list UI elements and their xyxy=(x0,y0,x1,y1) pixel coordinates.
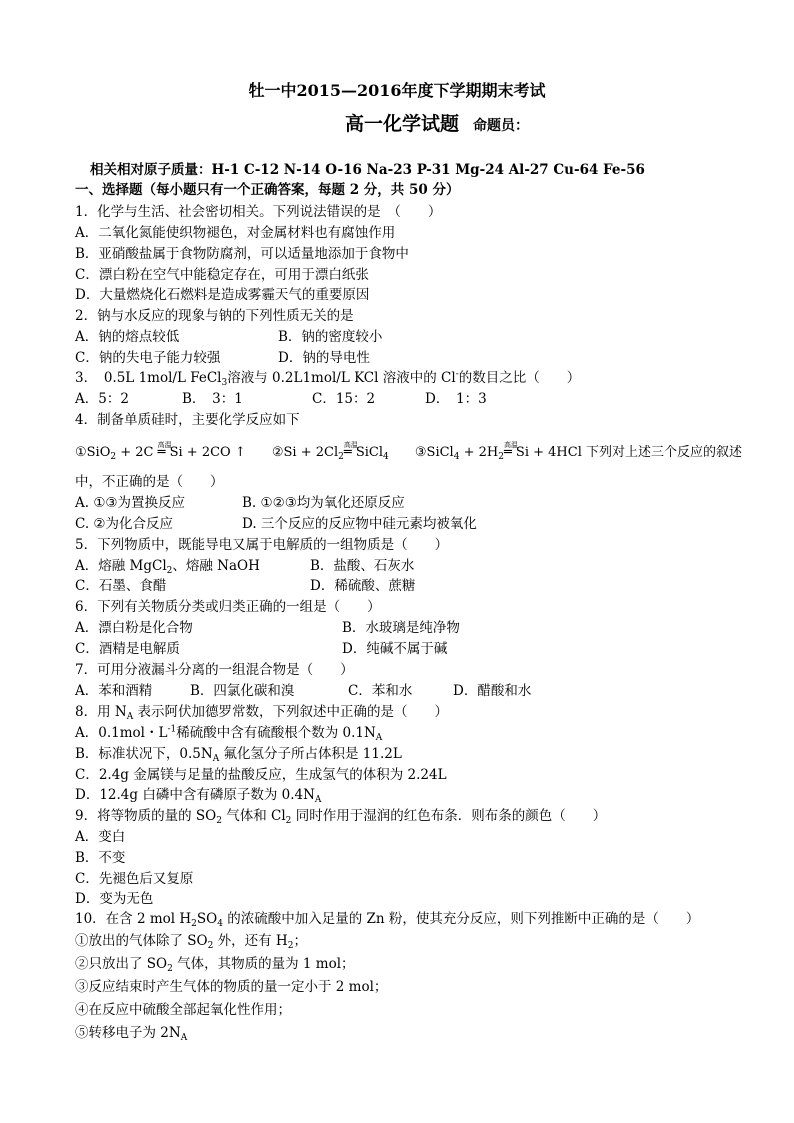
q5-option-d: D．稀硫酸、蔗糖 xyxy=(310,578,416,594)
r1-sub: 2 xyxy=(110,452,117,462)
q2-option-c: C．钠的失电子能力较强 xyxy=(75,350,221,366)
q9-option-b: B．不变 xyxy=(75,850,126,866)
q8-b-1: B．标准状况下，0.5N xyxy=(75,746,213,762)
q1-stem: 1．化学与生活、社会密切相关。下列说法错误的是 （ ） xyxy=(75,204,442,220)
q6-option-a: A．漂白粉是化合物 xyxy=(75,620,193,636)
q9-sub-b: 2 xyxy=(285,816,292,826)
q5-option-b: B．盐酸、石灰水 xyxy=(310,558,415,574)
q10-item-1 xyxy=(75,932,307,950)
exam-subtitle xyxy=(40,109,794,136)
atomic-masses: 相关相对原子质量：H-1 C-12 N-14 O-16 Na-23 P-31 Mg-24 Al-27 Cu-64 Fe-56 xyxy=(90,162,645,178)
q10-item-5 xyxy=(75,1024,187,1042)
q10-stem xyxy=(75,910,699,928)
q6-row1 xyxy=(75,619,575,637)
q8-a-sup: -1 xyxy=(167,724,177,735)
q4-reactions xyxy=(75,441,742,462)
q4-option-c: C. ②为化合反应 xyxy=(75,516,174,532)
setter-label: 命题员： xyxy=(473,118,529,134)
q3-option-b: B． 3：1 xyxy=(182,391,243,407)
q4-eq1: 高温 ═ xyxy=(158,444,166,462)
r3-a: ③SiCl xyxy=(414,445,454,460)
q4-option-b: B. ①②③均为氧化还原反应 xyxy=(242,495,405,511)
section-header: 一、选择题（每小题只有一个正确答案，每题 2 分，共 50 分） xyxy=(75,182,460,198)
q9-sub-a: 2 xyxy=(216,816,222,826)
q9-option-d: D．变为无色 xyxy=(75,891,154,907)
q10-i2-b: 气体，其物质的量为 1 mol； xyxy=(172,956,355,972)
q8-a-1: A．0.1mol・L xyxy=(75,725,168,741)
q6-stem: 6．下列有关物质分类或归类正确的一组是（ ） xyxy=(75,599,381,615)
q2-option-b: B．钠的密度较小 xyxy=(278,329,383,345)
r3-c: Si + 4HCl xyxy=(511,445,582,460)
q7-option-b: B．四氯化碳和溴 xyxy=(190,683,295,699)
r3-sub2: 2 xyxy=(498,452,504,462)
q5-row1 xyxy=(75,557,575,575)
q9-stem xyxy=(75,807,606,825)
r1-a: ①SiO xyxy=(75,445,111,460)
q6-option-b: B．水玻璃是纯净物 xyxy=(342,620,460,636)
q10-i1-b: 外，还有 H xyxy=(213,933,288,949)
q6-option-c: C．酒精是电解质 xyxy=(75,641,180,657)
q8-d-sub: A xyxy=(314,795,322,805)
q8-option-d xyxy=(75,786,321,804)
r3-sub4: 4 xyxy=(453,452,460,462)
q3-sup: - xyxy=(455,369,459,380)
q4-cond1: 高温 xyxy=(157,441,172,449)
q7-option-d: D．醋酸和水 xyxy=(453,683,532,699)
q10-item-4: ④在反应中硫酸全部起氧化性作用； xyxy=(75,1002,291,1018)
q5-row2 xyxy=(75,577,575,595)
q3-option-d: D． 1：3 xyxy=(425,391,487,407)
q10-i1-c: ； xyxy=(293,933,307,949)
q1-option-a: A．二氧化氮能使织物褪色，对金属材料也有腐蚀作用 xyxy=(75,225,396,241)
q2-option-a: A．钠的熔点较低 xyxy=(75,329,180,345)
q7-options xyxy=(75,682,595,700)
q10-stem-c: 的浓硫酸中加入足量的 Zn 粉，使其充分反应，则下列推断中正确的是（ ） xyxy=(222,911,700,927)
q3-stem-c: 的数目之比（ ） xyxy=(458,370,581,386)
q8-stem-b: 表示阿伏加德罗常数，下列叙述中正确的是（ ） xyxy=(133,704,448,720)
r2-sub4: 4 xyxy=(383,452,389,462)
r2-sub: 2 xyxy=(338,452,344,462)
q4-cond3: 高温 xyxy=(503,441,518,449)
q2-stem: 2．钠与水反应的现象与钠的下列性质无关的是 xyxy=(75,308,354,324)
q8-option-a xyxy=(75,724,382,742)
q10-sub2: 2 xyxy=(191,919,197,929)
q4-eq2: 高温 ═ xyxy=(344,444,352,462)
q8-a-sub: A xyxy=(375,733,383,743)
q9-stem-c: 同时作用于湿润的红色布条．则布条的颜色（ ） xyxy=(291,808,607,824)
q4-reaction-1 xyxy=(75,441,246,462)
q3-stem xyxy=(75,369,580,387)
q4-row1 xyxy=(75,494,575,512)
q2-option-d: D．钠的导电性 xyxy=(278,350,370,366)
q10-item-2 xyxy=(75,955,355,973)
q7-option-a: A．苯和酒精 xyxy=(75,683,153,699)
q4-row2 xyxy=(75,515,575,533)
q8-option-b xyxy=(75,745,402,763)
q4-stem-cont: 中，不正确的是（ ） xyxy=(75,474,224,490)
q3-sub: 3 xyxy=(221,378,228,388)
q8-stem xyxy=(75,703,448,721)
q5-a-sub: 2 xyxy=(166,566,173,576)
q3-stem-b: 溶液与 0.2L1mol/L KCl 溶液中的 Cl xyxy=(227,370,456,386)
q1-option-c: C．漂白粉在空气中能稳定存在，可用于漂白纸张 xyxy=(75,267,369,283)
exam-title: 牡一中2015—2016年度下学期期末考试 xyxy=(248,81,546,100)
q10-sub4: 4 xyxy=(217,919,223,929)
q5-a-1: A．熔融 MgCl xyxy=(75,558,167,574)
q3-stem-a: 3． 0.5L 1mol/L FeCl xyxy=(75,370,222,386)
q10-stem-b: SO xyxy=(196,911,218,927)
q10-i1-sub-a: 2 xyxy=(207,941,214,951)
q8-d-1: D．12.4g 白磷中含有磷原子数为 0.4N xyxy=(75,787,315,803)
q10-i1-a: ①放出的气体除了 SO xyxy=(75,933,208,949)
q9-option-c: C．先褪色后又复原 xyxy=(75,871,194,887)
q4-tail: 下列对上述三个反应的叙述 xyxy=(581,445,742,460)
q4-reaction-3 xyxy=(414,441,742,462)
subject-title: 高一化学试题 xyxy=(344,113,459,135)
q1-option-d: D．大量燃烧化石燃料是造成雾霾天气的重要原因 xyxy=(75,287,370,303)
q8-stem-a: 8．用 N xyxy=(75,704,127,720)
q6-row2 xyxy=(75,640,575,658)
r3-b: + 2H xyxy=(459,445,499,460)
q4-stem: 4．制备单质硅时，主要化学反应如下 xyxy=(75,412,300,428)
q10-i2-sub: 2 xyxy=(167,964,173,974)
q10-i5-sub: A xyxy=(180,1033,188,1043)
q10-i2-a: ②只放出了 SO xyxy=(75,956,168,972)
q9-stem-a: 9．将等物质的量的 SO xyxy=(75,808,217,824)
q5-option-a xyxy=(75,558,260,574)
q3-option-a: A．5：2 xyxy=(75,391,129,407)
q7-stem: 7．可用分液漏斗分离的一组混合物是（ ） xyxy=(75,662,354,678)
q2-row2 xyxy=(75,349,475,367)
q5-option-c: C．石墨、食醋 xyxy=(75,578,167,594)
r1-b: + 2C xyxy=(116,445,158,460)
q2-row1 xyxy=(75,328,475,346)
q8-a-2: 稀硫酸中含有硫酸根个数为 0.1N xyxy=(176,725,376,741)
q4-option-a: A. ①③为置换反应 xyxy=(75,495,186,511)
q7-option-c: C．苯和水 xyxy=(348,683,413,699)
q8-b-sub: A xyxy=(212,754,220,764)
q6-option-d: D．纯碱不属于碱 xyxy=(342,641,448,657)
q4-cond2: 高温 xyxy=(343,441,358,449)
q5-a-2: 、熔融 NaOH xyxy=(172,558,260,574)
r1-c: Si + 2CO ↑ xyxy=(165,445,246,460)
q9-stem-b: 气体和 Cl xyxy=(221,808,286,824)
q3-option-c: C．15：2 xyxy=(312,391,376,407)
q10-item-3: ③反应结束时产生气体的物质的量一定小于 2 mol； xyxy=(75,979,388,995)
q4-reaction-2 xyxy=(271,441,389,462)
q4-eq3: 高温 ═ xyxy=(504,444,512,462)
r2-a: ②Si + 2Cl xyxy=(271,445,339,460)
r2-c: SiCl xyxy=(351,445,384,460)
q10-i5-a: ⑤转移电子为 2N xyxy=(75,1025,181,1041)
q8-sub: A xyxy=(126,712,134,722)
q1-option-b: B．亚硝酸盐属于食物防腐剂，可以适量地添加于食物中 xyxy=(75,246,409,262)
q8-option-c: C．2.4g 金属镁与足量的盐酸反应，生成氢气的体积为 2.24L xyxy=(75,767,447,783)
q5-stem: 5．下列物质中，既能导电又属于电解质的一组物质是（ ） xyxy=(75,537,449,553)
q4-option-d: D. 三个反应的反应物中硅元素均被氧化 xyxy=(242,516,477,532)
q3-options xyxy=(75,390,575,408)
q8-b-2: 氟化氢分子所占体积是 11.2L xyxy=(219,746,402,762)
q10-i1-sub-b: 2 xyxy=(287,941,294,951)
q10-stem-a: 10．在含 2 mol H xyxy=(75,911,192,927)
q9-option-a: A．变白 xyxy=(75,829,126,845)
